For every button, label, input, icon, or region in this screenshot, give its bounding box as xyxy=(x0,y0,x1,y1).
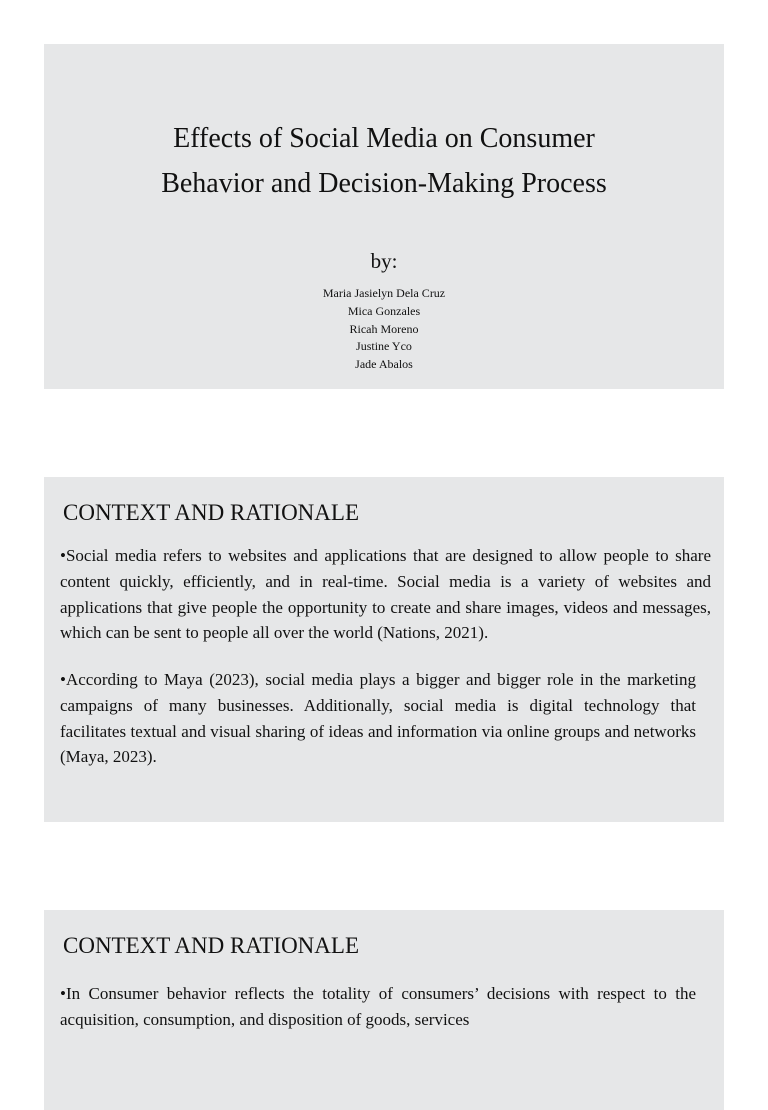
body-paragraph: •Social media refers to websites and applications that are designed to allow people to share content quickly, efficiently, and in real-time. Social media is a variety of websites and applications that give people the opportunity to create and share images, videos and messages, which can be sent to people all over the world (Nations, 2021). xyxy=(60,546,711,643)
author-name: Mica Gonzales xyxy=(347,303,421,318)
section-heading: CONTEXT AND RATIONALE xyxy=(63,933,360,958)
author-list xyxy=(44,285,724,374)
author-name: Maria Jasielyn Dela Cruz xyxy=(322,286,446,300)
section-heading: CONTEXT AND RATIONALE xyxy=(63,500,360,525)
context-rationale-slide-1 xyxy=(44,477,724,822)
author-name: Justine Yco xyxy=(356,339,412,354)
presentation-title xyxy=(44,116,724,206)
author-name: Jade Abalos xyxy=(355,357,413,372)
title-line-2: Behavior and Decision-Making Process xyxy=(161,168,607,199)
title-line-1: Effects of Social Media on Consumer xyxy=(173,123,595,154)
by-label: by: xyxy=(370,249,398,273)
title-slide xyxy=(44,44,724,389)
body-paragraph: •In Consumer behavior reflects the totality of consumers’ decisions with respect to the acquisition, consumption, and disposition of goods, services xyxy=(60,984,696,1029)
context-rationale-slide-2 xyxy=(44,910,724,1110)
author-name: Ricah Moreno xyxy=(349,321,419,336)
body-paragraph: •According to Maya (2023), social media plays a bigger and bigger role in the marketing campaigns of many businesses. Additionally, social media is digital technology that facilitates textual and visual sharing of ideas and information via online groups and networks (Maya, 2023). xyxy=(60,670,696,767)
